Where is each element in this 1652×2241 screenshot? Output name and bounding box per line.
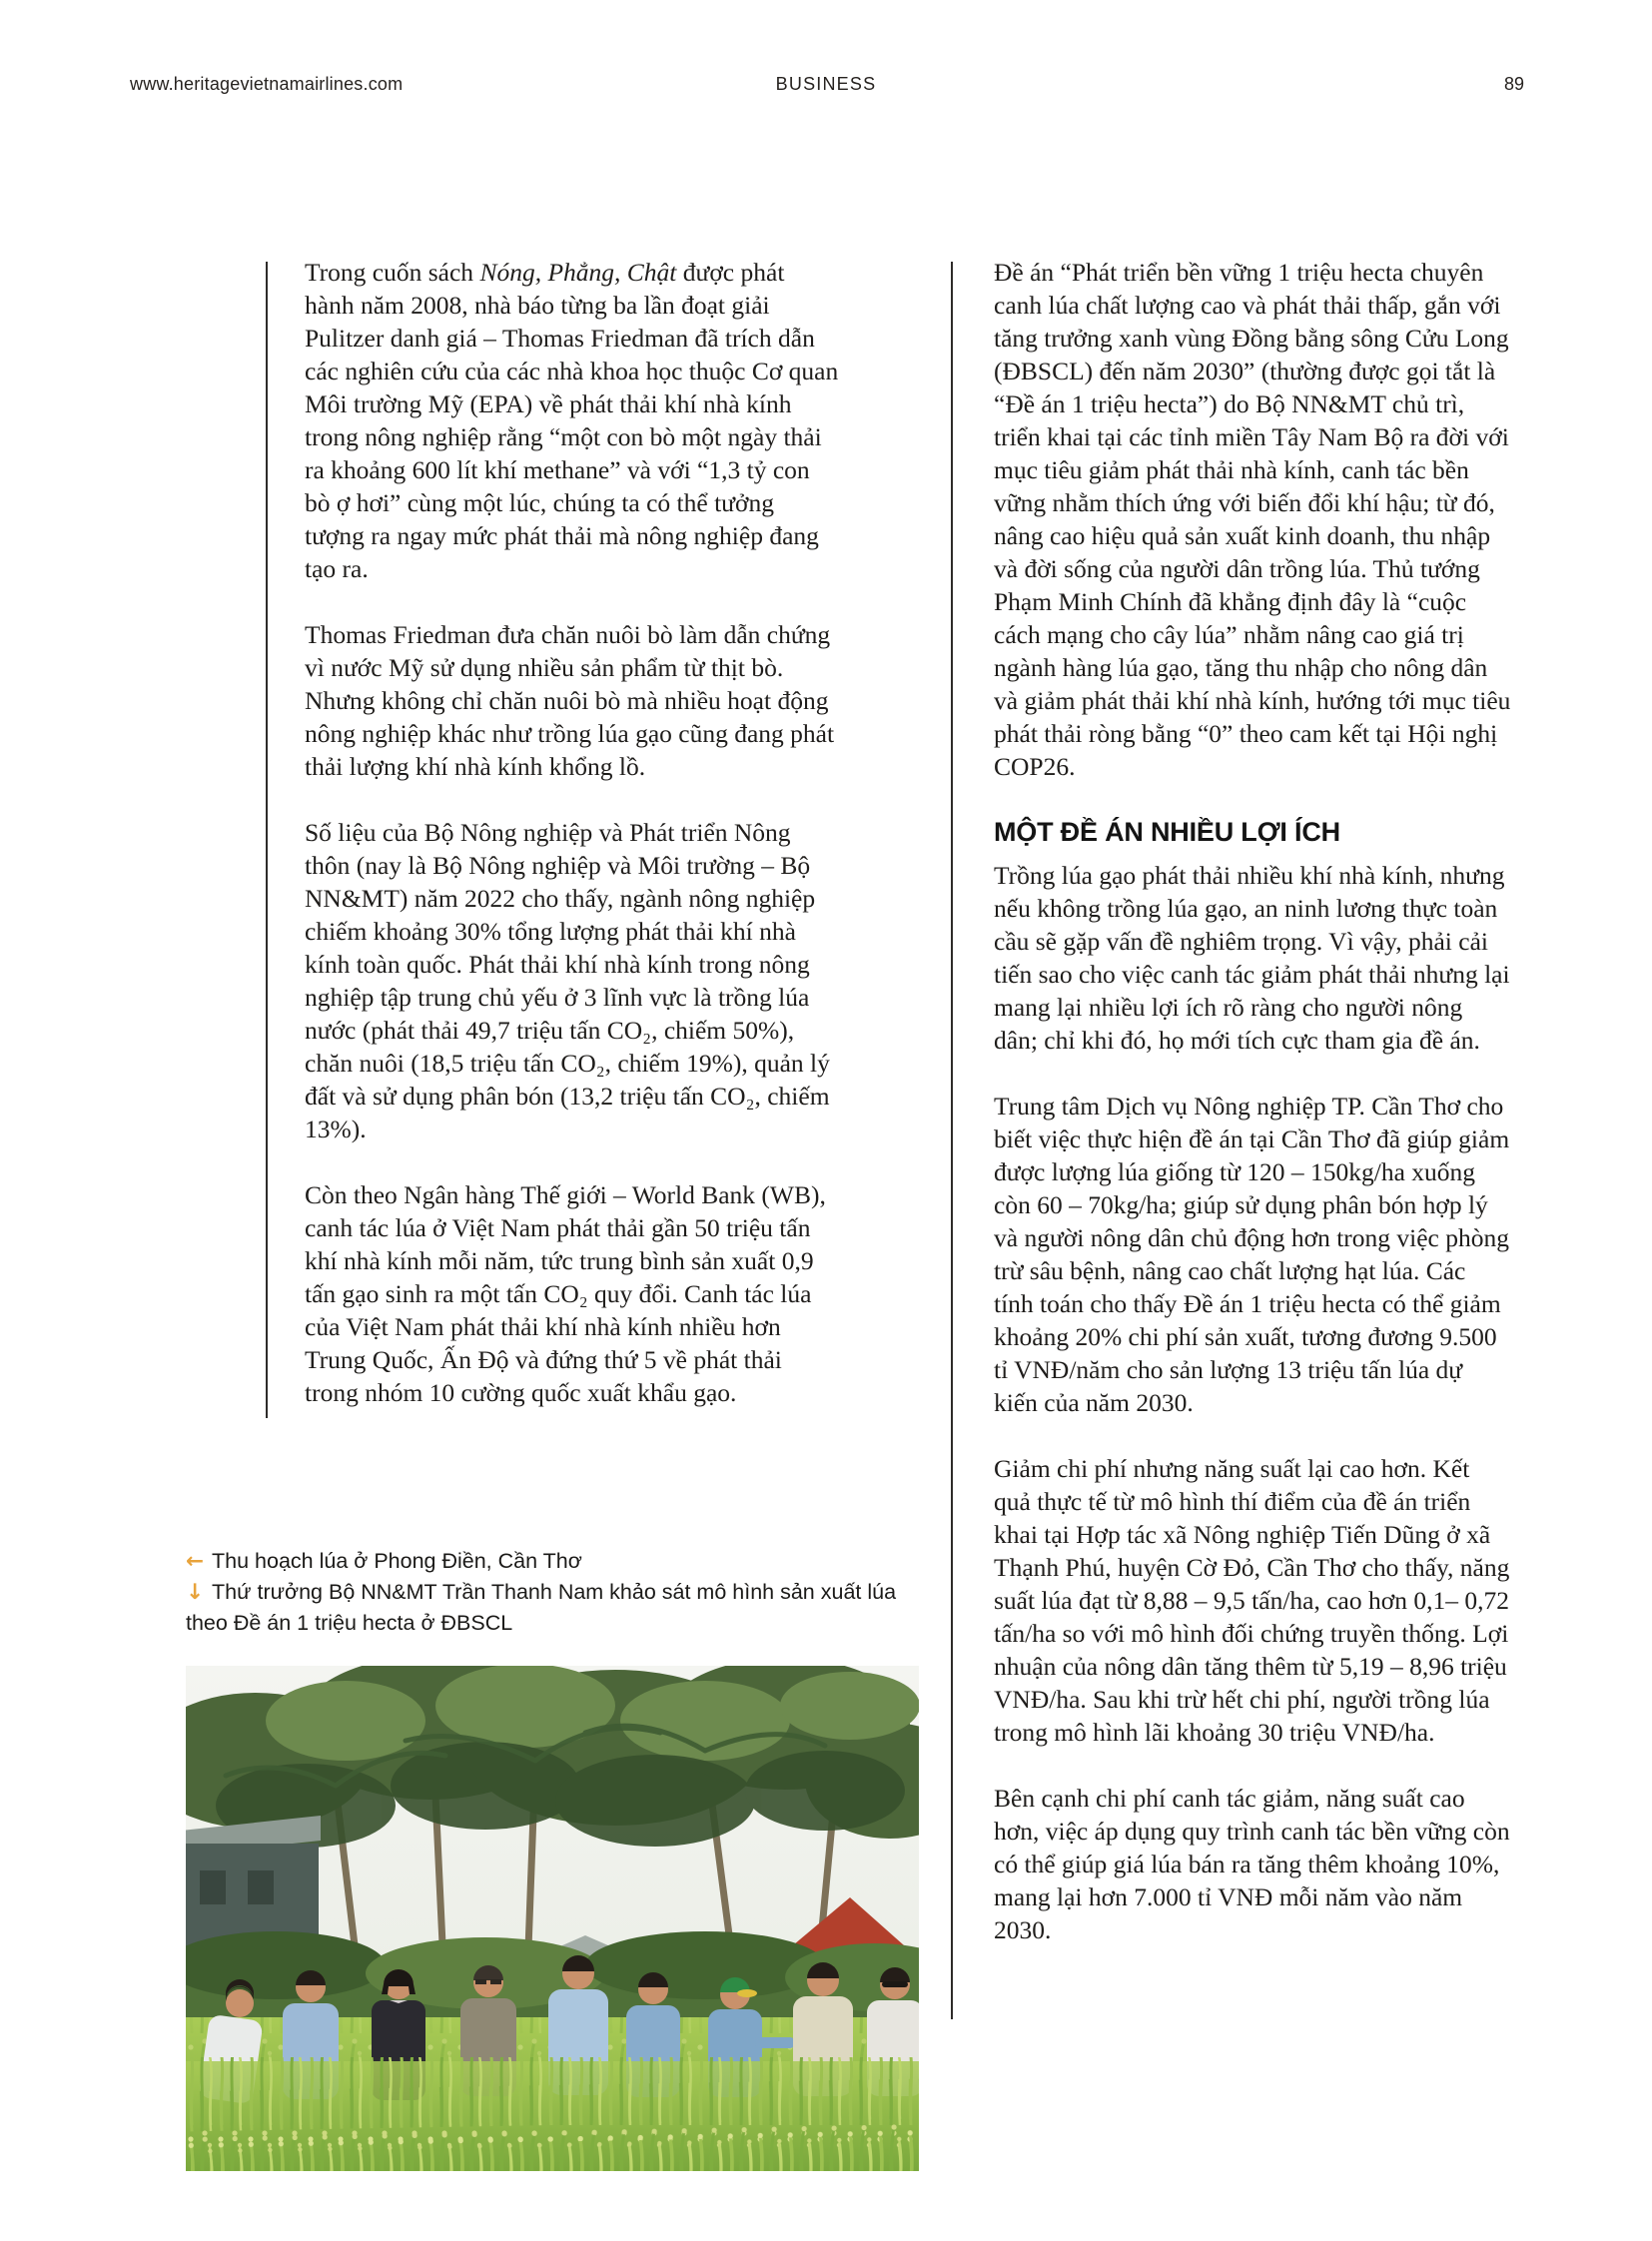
right-column (994, 256, 1511, 1946)
paragraph: Trung tâm Dịch vụ Nông nghiệp TP. Cần Thơ cho biết việc thực hiện đề án tại Cần Thơ đã giúp giảm được lượng lúa giống từ 120 – 150kg/ha xuống còn 60 – 70kg/ha; giúp sử dụng phân bón hợp lý và người nông dân chủ động hơn trong việc phòng trừ sâu bệnh, nâng cao chất lượng hạt lúa. Các tính toán cho thấy Đề án 1 triệu hecta có thể giảm khoảng 20% chi phí sản xuất, tương đương 9.500 tỉ VNĐ/năm cho sản lượng 13 triệu tấn lúa dự kiến của năm 2030. (994, 1092, 1510, 1417)
left-column-rule (266, 262, 268, 1418)
left-arrow-icon: ← (186, 1549, 205, 1574)
rice-foreground (186, 2057, 919, 2171)
column-divider-rule (951, 262, 953, 2019)
page-number: 89 (1503, 74, 1524, 94)
photo-caption (186, 1577, 905, 1638)
section-heading: MỘT ĐỀ ÁN NHIỀU LỢI ÍCH (994, 817, 1340, 847)
paragraph: Thomas Friedman đưa chăn nuôi bò làm dẫn chứng vì nước Mỹ sử dụng nhiều sản phẩm từ thịt bò. Nhưng không chỉ chăn nuôi bò mà nhiều hoạt động nông nghiệp khác như trồng lúa gạo cũng đang phát thải lượng khí nhà kính khổng lồ. (305, 620, 835, 781)
caption-text: Thu hoạch lúa ở Phong Điền, Cần Thơ (212, 1549, 582, 1573)
paragraph: Bên cạnh chi phí canh tác giảm, năng suất cao hơn, việc áp dụng quy trình canh tác bền vững còn có thể giúp giá lúa bán ra tăng thêm khoảng 10%, mang lại hơn 7.000 tỉ VNĐ mỗi năm vào năm 2030. (994, 1784, 1510, 1944)
paragraph: Số liệu của Bộ Nông nghiệp và Phát triển Nông thôn (nay là Bộ Nông nghiệp và Môi trường – Bộ NN&MT) năm 2022 cho thấy, ngành nông nghiệp chiếm khoảng 30% tổng lượng phát thải khí nhà kính toàn quốc. Phát thải khí nhà kính trong nông nghiệp tập trung chủ yếu ở 3 lĩnh vực là trồng lúa nước (phát thải 49,7 triệu tấn CO₂, chiếm 50%), chăn nuôi (18,5 triệu tấn CO₂, chiếm 19%), quản lý đất và sử dụng phân bón (13,2 triệu tấn CO₂, chiếm 13%). (305, 818, 830, 1143)
photo (186, 1666, 919, 2171)
photo-caption (186, 1546, 905, 1577)
paragraph: Trồng lúa gạo phát thải nhiều khí nhà kính, nhưng nếu không trồng lúa gạo, an ninh lương thực toàn cầu sẽ gặp vấn đề nghiêm trọng. Vì vậy, phải cải tiến sao cho việc canh tác giảm phát thải nhưng lại mang lại nhiều lợi ích rõ ràng cho người nông dân; chỉ khi đó, họ mới tích cực tham gia đề án. (994, 861, 1510, 1055)
left-column (305, 256, 839, 1409)
paragraph: Còn theo Ngân hàng Thế giới – World Bank (WB), canh tác lúa ở Việt Nam phát thải gần 50 triệu tấn khí nhà kính mỗi năm, tức trung bình sản xuất 0,9 tấn gạo sinh ra một tấn CO₂ quy đổi. Canh tác lúa của Việt Nam phát thải khí nhà kính nhiều hơn Trung Quốc, Ấn Độ và đứng thứ 5 về phát thải trong nhóm 10 cường quốc xuất khẩu gạo. (305, 1180, 826, 1407)
paragraph-text: được phát hành năm 2008, nhà báo từng ba lần đoạt giải Pulitzer danh giá – Thomas Friedman đã trích dẫn các nghiên cứu của các nhà khoa học thuộc Cơ quan Môi trường Mỹ (EPA) về phát thải khí nhà kính trong nông nghiệp rằng “một con bò một ngày thải ra khoảng 600 lít khí methane” và với “1,3 tỷ con bò ợ hơi” cùng một lúc, chúng ta có thể tưởng tượng ra ngay mức phát thải mà nông nghiệp đang tạo ra. (305, 258, 839, 583)
header-section-title: BUSINESS (775, 74, 877, 94)
caption-text: Thứ trưởng Bộ NN&MT Trần Thanh Nam khảo sát mô hình sản xuất lúa theo Đề án 1 triệu hecta ở ĐBSCL (186, 1580, 897, 1635)
running-header (0, 74, 1652, 100)
photo-captions (186, 1546, 905, 1638)
paragraph (305, 256, 839, 585)
header-website: www.heritagevietnamairlines.com (130, 74, 404, 94)
photo-illustration (186, 1666, 919, 2171)
down-arrow-icon: ↓ (186, 1580, 205, 1605)
paragraph: Đề án “Phát triển bền vững 1 triệu hecta chuyên canh lúa chất lượng cao và phát thải thấp, gắn với tăng trưởng xanh vùng Đồng bằng sông Cửu Long (ĐBSCL) đến năm 2030” (thường được gọi tắt là “Đề án 1 triệu hecta”) do Bộ NN&MT chủ trì, triển khai tại các tỉnh miền Tây Nam Bộ ra đời với mục tiêu giảm phát thải nhà kính, canh tác bền vững nhằm thích ứng với biến đổi khí hậu; từ đó, nâng cao hiệu quả sản xuất kinh doanh, thu nhập và đời sống của người dân trồng lúa. Thủ tướng Phạm Minh Chính đã khẳng định đây là “cuộc cách mạng cho cây lúa” nhằm nâng cao giá trị ngành hàng lúa gạo, tăng thu nhập cho nông dân và giảm phát thải khí nhà kính, hướng tới mục tiêu phát thải ròng bằng “0” theo cam kết tại Hội nghị COP26. (994, 258, 1511, 781)
paragraph: Giảm chi phí nhưng năng suất lại cao hơn. Kết quả thực tế từ mô hình thí điểm của đề án triển khai tại Hợp tác xã Nông nghiệp Tiến Dũng ở xã Thạnh Phú, huyện Cờ Đỏ, Cần Thơ cho thấy, năng suất lúa đạt từ 8,88 – 9,5 tấn/ha, cao hơn 0,1– 0,72 tấn/ha so với mô hình đối chứng truyền thống. Lợi nhuận của nông dân tăng thêm từ 5,19 – 8,96 triệu VNĐ/ha. Sau khi trừ hết chi phí, người trồng lúa trong mô hình lãi khoảng 30 triệu VNĐ/ha. (994, 1454, 1510, 1747)
paragraph-text: Trong cuốn sách (305, 258, 480, 287)
book-title-italic: Nóng, Phẳng, Chật (479, 258, 677, 287)
